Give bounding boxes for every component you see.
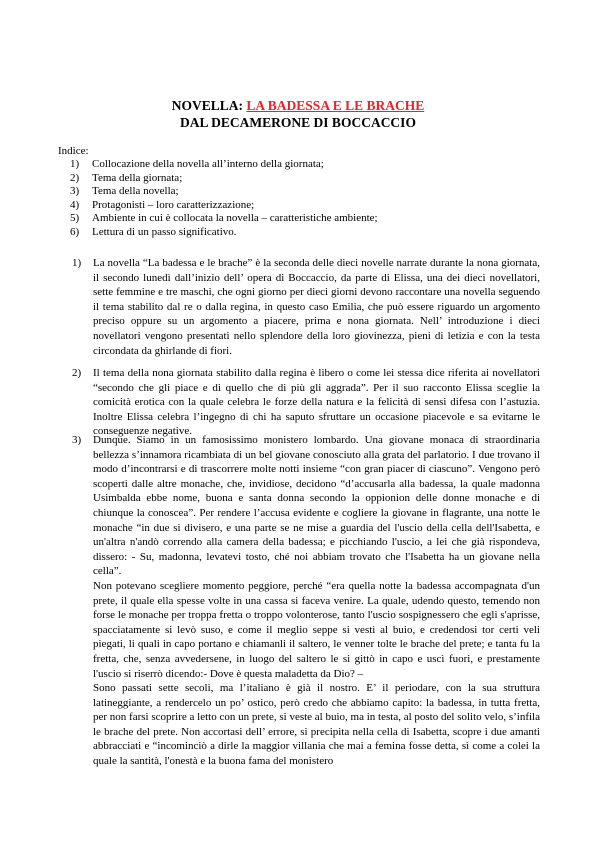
index-item-text: Ambiente in cui è collocata la novella – caratteristiche ambiente;: [92, 212, 378, 224]
index-item-number: 5): [70, 212, 80, 224]
index-item: [58, 185, 538, 199]
section-paragraph: Sono passati sette secoli, ma l’italiano è già il nostro. E’ il periodare, con la sua struttura latineggiante, a rendercelo un po’ ostico, però credo che abbiamo capito: la badessa, in tutta fretta, per non farsi scoprire a letto con un prete, si veste al buio, ma in testa, al posto del solito velo, s’infila le brache del prete. Non accortasi dell’ errore, si precipita nella cella di Isabetta, scopre i due amanti abbracciati e “incominciò a dirle la maggior villania che mai a femina fosse detta, sì come a colei la quale la santità, l'onestà e la buona fama del monistero: [93, 682, 540, 768]
section-1: [72, 256, 540, 358]
index-item: [58, 212, 538, 226]
index-item-number: 2): [70, 171, 80, 184]
index-item-number: 4): [70, 198, 80, 211]
section-number: 3): [72, 434, 82, 446]
index-item-text: Collocazione della novella all’interno della giornata;: [92, 158, 324, 170]
section-body: [93, 256, 540, 358]
section-body: [93, 433, 540, 769]
index-item: [58, 199, 538, 213]
section-paragraph: Il tema della nona giornata stabilito dalla regina è libero o come lei stessa dice riferita ai novellatori “secondo che gli piace e di quello che di più gli aggrada”. Per il suo racconto Elissa sceglie la comicità erotica con la quale celebra le forze della natura e la felicità di sensi difesa con l’astuzia. Inoltre Elissa celebra l’ingegno di chi ha saputo sfruttare un occasione piacevole e sa evitarne le conseguenze negative.: [93, 367, 540, 438]
index-item-text: Tema della giornata;: [92, 171, 183, 184]
index-item-text: Protagonisti – loro caratterizzazione;: [92, 198, 255, 211]
index-list: [58, 158, 538, 239]
section-3: [72, 433, 540, 769]
index-item-text: Tema della novella;: [92, 185, 179, 197]
section-number: 2): [72, 367, 82, 379]
index-item: [58, 226, 538, 240]
title-prefix: NOVELLA:: [171, 98, 247, 113]
title-highlight: LA BADESSA E LE BRACHE: [246, 98, 425, 113]
document-title: [0, 97, 596, 114]
section-paragraph: Dunque. Siamo in un famosissimo monistero lombardo. Una giovane monaca di straordinaria bellezza s’innamora ricambiata di un bel giovane conosciuto alla grata del parlatorio. I due trovano il modo d’incontrarsi e di trascorrere molte notti insieme “con gran piacer di ciascuno”. Vengono però scoperti dalle altre monache, che, invidiose, decidono “d’accusarla alla badessa, la quale madonna Usimbalda ebbe nome, buona e santa donna secondo la oppionion delle donne monache e di chiunque la conoscea”. Per rendere l’accusa evidente e cogliere la giovane in flagrante, una notte le monache “in due si divisero, e una parte se ne mise a guardia del l'uscio della cella dell'Isabetta, e un'altra n'andò correndo alla camera della badessa; e picchiando l'uscio, a lei che già rispondeva, dissero: - Su, madonna, levatevi tosto, ché noi abbiam trovato che l'Isabetta ha un giovane nella cella”.: [93, 434, 540, 578]
index-item: [58, 158, 538, 172]
section-paragraph: Non potevano scegliere momento peggiore, perché “era quella notte la badessa accompagnata d'un prete, il quale ella spesse volte in una cassa si faceva venire. La quale, udendo questo, temendo non forse le monache per troppa fretta o troppo volonterose, tanto l'uscio sospignessero che egli s'aprisse, spacciatamente si levò suso, e come il meglio seppe si vestì al buio, e credendosi tor certi veli piegati, li quali in capo portano e chiamanli il saltero, le venner tolte le brache del prete; e tanta fu la fretta, che, senza avvedersene, in luogo del saltero le si gittò in capo e uscì fuori, e prestamente l'uscio si riserrò dicendo:- Dove è questa maladetta da Dio? –: [93, 579, 540, 680]
index-item-number: 1): [70, 158, 80, 170]
index-item: [58, 172, 538, 186]
index-label: Indice:: [58, 145, 89, 157]
document-subtitle: DAL DECAMERONE DI BOCCACCIO: [180, 115, 416, 130]
index-item-number: 3): [70, 185, 80, 197]
section-body: [93, 366, 540, 439]
section-2: [72, 366, 540, 439]
section-number: 1): [72, 257, 82, 269]
section-paragraph: La novella “La badessa e le brache” è la seconda delle dieci novelle narrate durante la nona giornata, il secondo lunedì dall’inizio dell’ opera di Boccaccio, da parte di Elissa, una dei dieci novellatori, sette femmine e tre maschi, che ogni giorno per dieci giorni devono raccontare una novella seguendo il tema stabilito dal re o dalla regina, in questo caso Emilia, che può essere riguardo un argomento preciso oppure su un argomento a piacere, prima e nona giornata. Nell’ introduzione i dieci novellatori vengono presentati nello splendore della loro giovinezza, pieni di letizia e con la testa circondata da ghirlande di fiori.: [93, 257, 540, 357]
index-item-text: Lettura di un passo significativo.: [92, 225, 237, 238]
index-item-number: 6): [70, 225, 80, 238]
